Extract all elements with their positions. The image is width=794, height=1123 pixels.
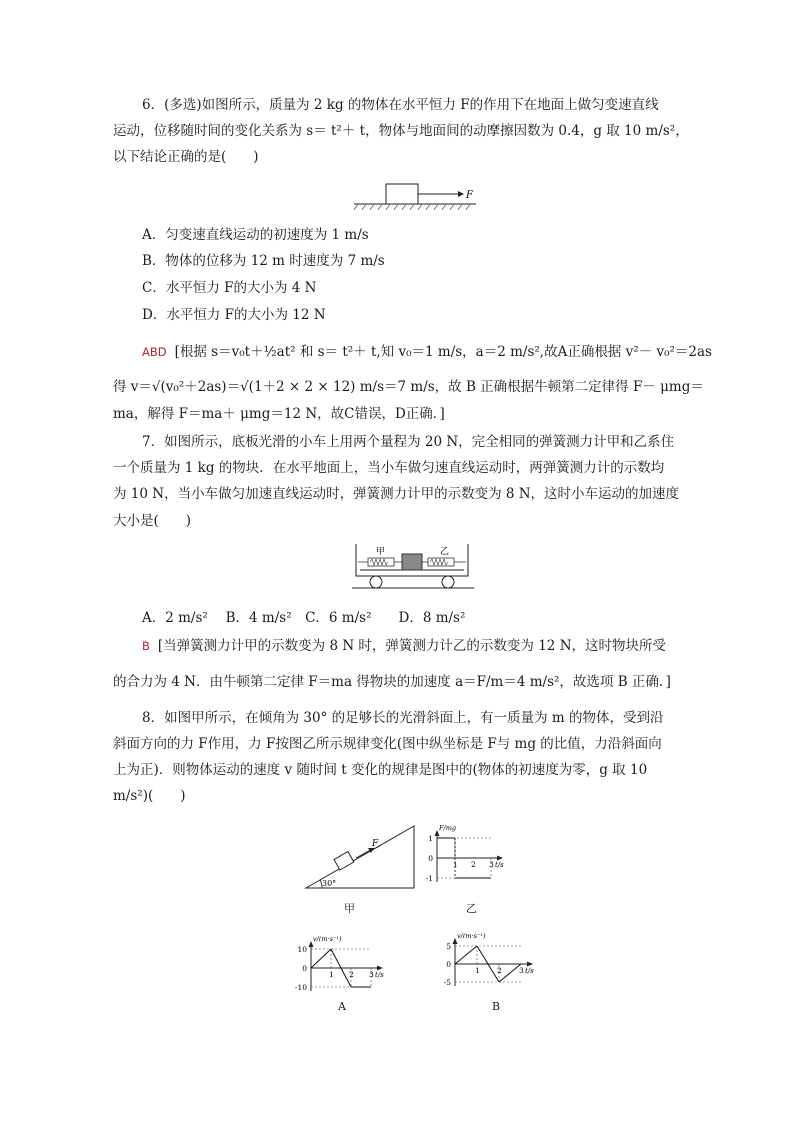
- q8-option-a-chart: [283, 924, 393, 996]
- x-axis-label: t/s: [525, 967, 534, 975]
- q8-caption-yi: 乙: [466, 902, 477, 915]
- x-tick-label: 1: [475, 966, 480, 975]
- x-tick-label: 2: [471, 860, 476, 869]
- y-axis-label: v/(m·s⁻¹): [313, 935, 342, 943]
- q8-stem-line2: 斜面方向的力 F作用，力 F按图乙所示规律变化(图中纵坐标是 F与 mg 的比值，力沿斜面向: [113, 736, 662, 752]
- x-tick-label: 3: [519, 966, 524, 975]
- q8-caption-a: A: [338, 1000, 346, 1013]
- q7-sol1: [当弹簧测力计甲的示数变为 8 N 时，弹簧测力计乙的示数变为 12 N，这时物块所受: [157, 638, 667, 654]
- y-tick-label: 10: [297, 945, 307, 954]
- q6-sol1: [根据 s＝v₀t＋½at² 和 s＝ t²＋ t,知 v₀＝1 m/s，a＝2 m/s²,故A正确根据 v²－ v₀²＝2as: [174, 344, 712, 360]
- q8-angle-label: 30°: [322, 879, 337, 888]
- q6-stem-line3: 以下结论正确的是( ): [113, 149, 259, 165]
- y-tick-label: 5: [446, 942, 451, 951]
- q6-force-label: F: [466, 190, 473, 201]
- x-axis-label: t/s: [495, 861, 504, 869]
- q8-caption-jia: 甲: [344, 902, 355, 915]
- y-tick-label: 1: [428, 834, 433, 843]
- q6-solution-line2: 得 v＝√(v₀²＋2as)＝√(1＋2 × 2 × 12) m/s＝7 m/s，故 B 正确根据牛顿第二定律得 F－ μmg＝: [113, 379, 704, 395]
- q6-solution-line1: [142, 342, 712, 362]
- q6-stem-line2: 运动，位移随时间的变化关系为 s＝ t²＋ t，物体与地面间的动摩擦因数为 0.4，g 取 10 m/s²，: [113, 123, 689, 139]
- q8-force-label: F: [372, 839, 379, 849]
- q7-options: A．2 m/s² B．4 m/s² C．6 m/s² D．8 m/s²: [142, 610, 466, 626]
- q8-incline-figure: [300, 818, 422, 894]
- series-segment: [499, 964, 521, 982]
- q7-stem-line4: 大小是( ): [113, 513, 192, 529]
- q7-label-yi: 乙: [440, 547, 450, 557]
- q6-figure: [350, 180, 480, 214]
- x-tick-label: 2: [349, 970, 354, 979]
- q6-option-a: A．匀变速直线运动的初速度为 1 m/s: [142, 227, 369, 243]
- y-tick-label: -1: [425, 874, 433, 883]
- x-tick-label: 2: [497, 966, 502, 975]
- q7-stem-line3: 为 10 N，当小车做匀加速直线运动时，弹簧测力计甲的示数变为 8 N，这时小车运动的加速度: [113, 486, 680, 502]
- x-tick-label: 3: [489, 860, 494, 869]
- x-axis-arrow: [497, 856, 503, 861]
- q8-stem-line3: 上为正)．则物体运动的速度 v 随时间 t 变化的规律是图中的(物体的初速度为零，g 取 10: [113, 762, 648, 778]
- q7-solution-line2: 的合力为 4 N．由牛顿第二定律 F＝ma 得物块的加速度 a＝F/m＝4 m/s²，故选项 B 正确．]: [113, 674, 671, 690]
- q6-option-d: D．水平恒力 F的大小为 12 N: [142, 307, 326, 323]
- q7-label-jia: 甲: [376, 547, 386, 557]
- series-segment: [311, 949, 331, 968]
- q6-answer: ABD: [142, 345, 167, 359]
- y-axis-label: F/mg: [439, 824, 457, 832]
- x-tick-label: 3: [369, 970, 374, 979]
- q7-cart-figure: [350, 540, 476, 594]
- series-segment: [455, 946, 477, 964]
- y-tick-label: 0: [302, 964, 307, 973]
- q8-force-chart: [415, 812, 525, 896]
- q8-option-b-chart: [435, 924, 545, 996]
- q6-stem-line1: 6．(多选)如图所示，质量为 2 kg 的物体在水平恒力 F的作用下在地面上做匀变速直线: [142, 97, 659, 113]
- q6-solution-line3: ma，解得 F＝ma＋ μmg＝12 N，故C错误，D正确．]: [113, 406, 445, 422]
- x-tick-label: 1: [453, 860, 458, 869]
- y-tick-label: 0: [428, 854, 433, 863]
- q6-option-c: C．水平恒力 F的大小为 4 N: [142, 280, 317, 296]
- y-tick-label: 0: [446, 960, 451, 969]
- y-tick-label: -10: [294, 983, 307, 992]
- q7-stem-line1: 7．如图所示，底板光滑的小车上用两个量程为 20 N，完全相同的弹簧测力计甲和乙系住: [142, 434, 675, 450]
- q6-option-b: B．物体的位移为 12 m 时速度为 7 m/s: [142, 253, 385, 269]
- q8-stem-line1: 8．如图甲所示，在倾角为 30° 的足够长的光滑斜面上，有一质量为 m 的物体，受到沿: [142, 710, 664, 726]
- y-axis-label: v/(m·s⁻¹): [457, 932, 486, 940]
- q7-solution-line1: [142, 636, 666, 656]
- x-tick-label: 1: [329, 970, 334, 979]
- q8-stem-line4: m/s²)( ): [113, 788, 186, 804]
- q8-caption-b: B: [492, 1000, 501, 1013]
- y-tick-label: -5: [443, 978, 451, 987]
- x-axis-label: t/s: [375, 971, 384, 979]
- q7-answer: B: [142, 639, 150, 653]
- q7-stem-line2: 一个质量为 1 kg 的物块．在水平地面上，当小车做匀速直线运动时，两弹簧测力计的示数均: [113, 460, 665, 476]
- x-axis-arrow: [527, 962, 533, 967]
- x-axis-arrow: [377, 966, 383, 971]
